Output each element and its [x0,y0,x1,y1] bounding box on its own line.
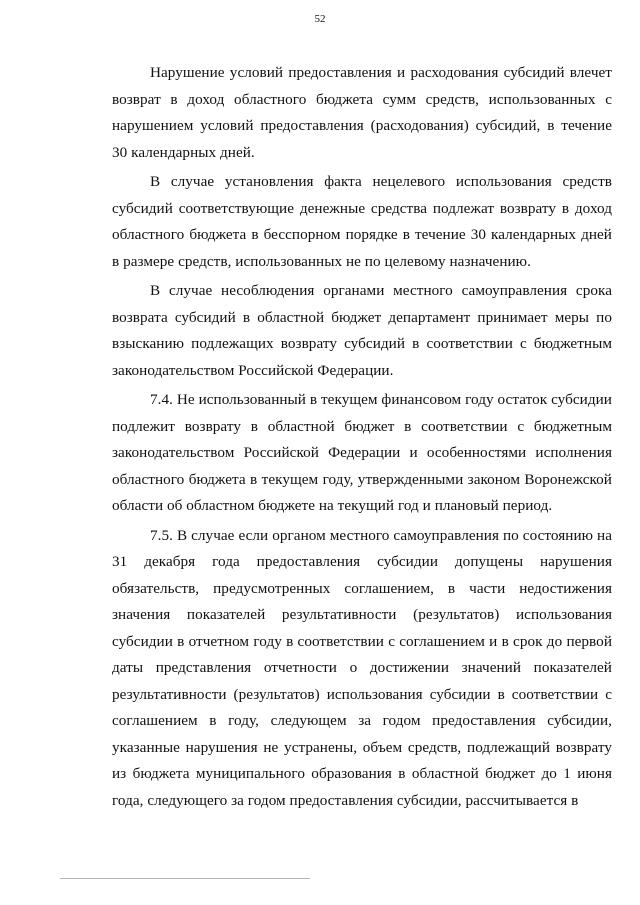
footer-rule [60,878,310,879]
document-body [112,60,612,814]
paragraph-refund-deadline: В случае несоблюдения органами местного самоуправления срока возврата субсидий в областной бюджет департамент принимает меры по взысканию подлежащих возврату субсидий в соответствии с бюджетным законодательством Российской Федерации. [112,282,612,379]
page-number: 52 [314,13,326,25]
paragraph-misuse-refund: В случае установления факта нецелевого использования средств субсидий соответствующие денежные средства подлежат возврату в доход областного бюджета в бесспорном порядке в течение 30 календарных дней в размере средств, использованных не по целевому назначению. [112,173,612,270]
paragraph-subsidy-violation: Нарушение условий предоставления и расходования субсидий влечет возврат в доход областного бюджета сумм средств, использованных с нарушением условий предоставления (расходования) субсидий, в течение 30 календарных дней. [112,64,612,161]
paragraph-7-4: 7.4. Не использованный в текущем финансовом году остаток субсидии подлежит возврату в областной бюджет в соответствии с бюджетным законодательством Российской Федерации и особенностями исполнения областного бюджета в текущем году, утвержденными законом Воронежской области об областном бюджете на текущий год и плановый период. [112,391,612,514]
paragraph-7-5: 7.5. В случае если органом местного самоуправления по состоянию на 31 декабря года предоставления субсидии допущены нарушения обязательств, предусмотренных соглашением, в части недостижения значения показателей результативности (результатов) использования субсидии в отчетном году в соответствии с соглашением и в срок до первой даты представления отчетности о достижении значений показателей результативности (результатов) использования субсидии в соответствии с соглашением в году, следующем за годом предоставления субсидии, указанные нарушения не устранены, объем средств, подлежащий возврату из бюджета муниципального образования в областной бюджет до 1 июня года, следующего за годом предоставления субсидии, рассчитывается в [112,526,612,809]
